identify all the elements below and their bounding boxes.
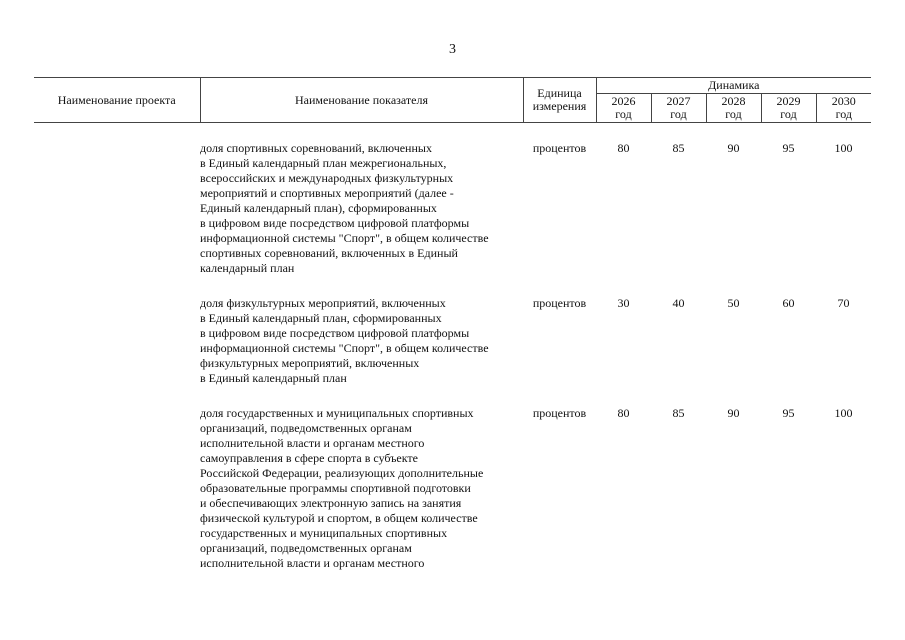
indicator-text-line: организаций, подведомственных органам	[200, 541, 412, 555]
indicator-text-line: информационной системы "Спорт", в общем количестве	[200, 231, 489, 245]
value-2026: 80	[617, 406, 630, 420]
header-year-2030	[816, 94, 871, 123]
indicator-text-line: доля физкультурных мероприятий, включенных	[200, 296, 446, 310]
indicator-text-line: самоуправления в сфере спорта в субъекте	[200, 451, 418, 465]
table-header	[34, 78, 871, 123]
indicator-text-line: образовательные программы спортивной подготовки	[200, 481, 471, 495]
year-label: 2027	[666, 94, 691, 108]
year-label: 2028	[721, 94, 746, 108]
value-2027: 40	[672, 296, 685, 310]
year-suffix: год	[670, 107, 687, 121]
unit-cell: процентов	[532, 296, 587, 310]
header-unit: Единица измерения	[523, 78, 596, 123]
project-cell	[34, 296, 200, 386]
indicator-text-line: в цифровом виде посредством цифровой платформы	[200, 326, 470, 340]
indicator-text-line: в цифровом виде посредством цифровой платформы	[200, 216, 470, 230]
table-row	[34, 123, 871, 277]
row-spacer	[34, 276, 871, 296]
year-suffix: год	[780, 107, 797, 121]
indicator-text-line: в Единый календарный план	[200, 371, 347, 385]
indicator-text-line: и обеспечивающих электронную запись на занятия	[200, 496, 462, 510]
indicator-cell	[200, 296, 523, 386]
indicator-text-line: Российской Федерации, реализующих дополнительные	[200, 466, 484, 480]
year-label: 2026	[611, 94, 636, 108]
indicator-text-line: спортивных соревнований, включенных в Единый	[200, 246, 458, 260]
indicators-table	[34, 77, 871, 571]
header-year-2029	[761, 94, 816, 123]
indicator-text-line: в Единый календарный план, сформированных	[200, 311, 442, 325]
table-row	[34, 296, 871, 386]
value-2030: 70	[837, 296, 850, 310]
value-2028: 90	[727, 141, 740, 155]
indicator-text-line: информационной системы "Спорт", в общем количестве	[200, 341, 489, 355]
value-2026: 80	[617, 141, 630, 155]
indicator-text-line: мероприятий и спортивных мероприятий (далее -	[200, 186, 454, 200]
row-spacer	[34, 386, 871, 406]
indicator-text-line: в Единый календарный план межрегиональных,	[200, 156, 447, 170]
header-year-2028	[706, 94, 761, 123]
indicator-cell	[200, 123, 523, 277]
year-suffix: год	[615, 107, 632, 121]
indicator-text-line: исполнительной власти и органам местного	[200, 436, 425, 450]
year-label: 2029	[776, 94, 801, 108]
value-2026: 30	[617, 296, 630, 310]
project-cell	[34, 123, 200, 277]
indicator-text-line: календарный план	[200, 261, 295, 275]
value-2028: 90	[727, 406, 740, 420]
unit-cell: процентов	[532, 141, 587, 155]
indicator-text-line: государственных и муниципальных спортивных	[200, 526, 448, 540]
indicator-text-line: доля спортивных соревнований, включенных	[200, 141, 432, 155]
value-2027: 85	[672, 406, 685, 420]
value-2028: 50	[727, 296, 740, 310]
indicator-text-line: организаций, подведомственных органам	[200, 421, 412, 435]
header-year-2027	[651, 94, 706, 123]
value-2027: 85	[672, 141, 685, 155]
value-2030: 100	[834, 141, 853, 155]
value-2029: 95	[782, 141, 795, 155]
header-dynamics: Динамика	[596, 78, 871, 94]
indicator-text-line: исполнительной власти и органам местного	[200, 556, 425, 570]
year-suffix: год	[835, 107, 852, 121]
year-label: 2030	[831, 94, 856, 108]
header-indicator-name: Наименование показателя	[200, 78, 523, 123]
value-2029: 95	[782, 406, 795, 420]
indicator-cell	[200, 406, 523, 571]
unit-cell: процентов	[532, 406, 587, 420]
value-2029: 60	[782, 296, 795, 310]
indicator-text-line: Единый календарный план), сформированных	[200, 201, 437, 215]
indicator-text-line: всероссийских и международных физкультурных	[200, 171, 454, 185]
header-project-name: Наименование проекта	[34, 78, 200, 123]
indicator-text-line: физической культурой и спортом, в общем количестве	[200, 511, 478, 525]
indicator-text-line: физкультурных мероприятий, включенных	[200, 356, 420, 370]
header-year-2026	[596, 94, 651, 123]
page-number: 3	[449, 42, 456, 57]
value-2030: 100	[834, 406, 853, 420]
indicator-text-line: доля государственных и муниципальных спортивных	[200, 406, 474, 420]
year-suffix: год	[725, 107, 742, 121]
table-row	[34, 406, 871, 571]
project-cell	[34, 406, 200, 571]
